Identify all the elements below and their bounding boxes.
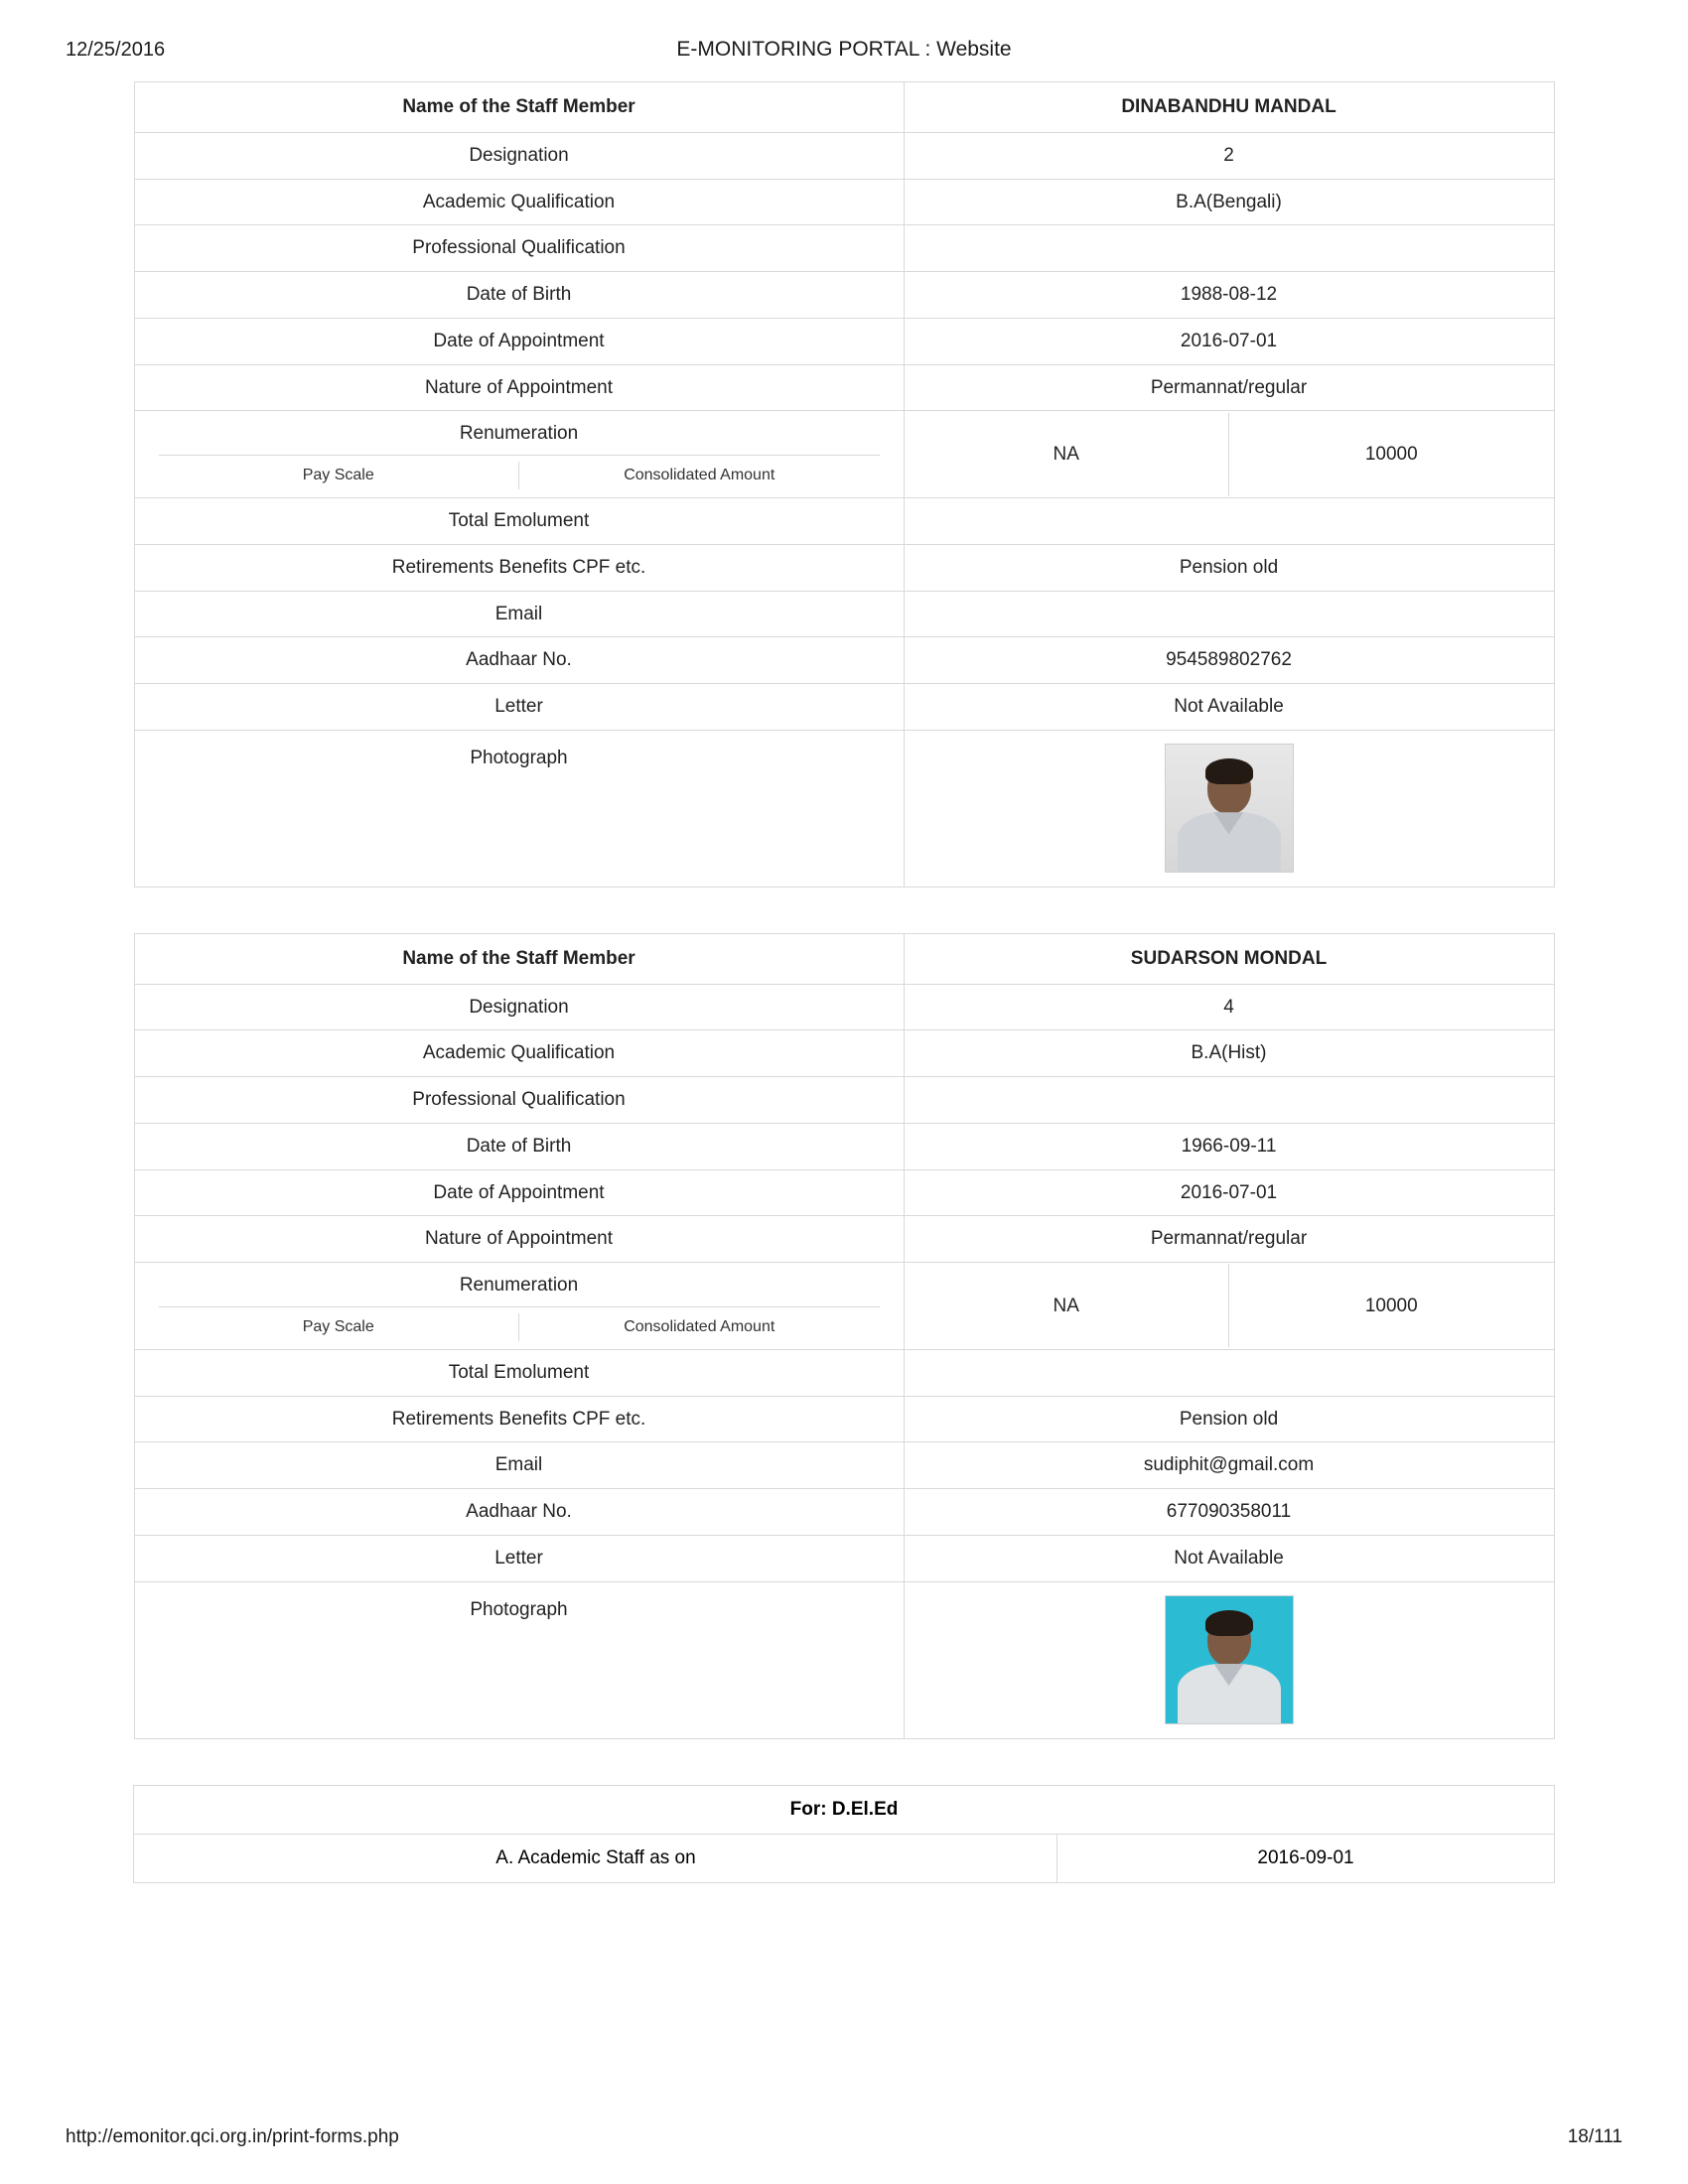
- renumeration-label-cell: [134, 411, 904, 498]
- date-of-birth-label: Date of Birth: [134, 272, 904, 319]
- designation-value: 2: [904, 132, 1554, 179]
- designation-value: 4: [904, 984, 1554, 1030]
- table-row: [134, 1489, 1554, 1536]
- renumeration-row: [134, 1263, 1554, 1350]
- renumeration-label: Renumeration: [159, 1263, 880, 1307]
- professional-qualification-label: Professional Qualification: [134, 1077, 904, 1124]
- letter-label: Letter: [134, 1535, 904, 1581]
- aadhaar-value: 677090358011: [904, 1489, 1554, 1536]
- retirement-benefits-value: Pension old: [904, 1396, 1554, 1442]
- table-row: [134, 272, 1554, 319]
- renumeration-value-cell: [904, 1263, 1554, 1350]
- consolidated-amount-label: Consolidated Amount: [518, 1313, 880, 1341]
- staff-name-value: SUDARSON MONDAL: [904, 933, 1554, 984]
- table-row: [134, 1834, 1554, 1882]
- header-date: 12/25/2016: [66, 39, 166, 61]
- pay-scale-value: NA: [1053, 443, 1079, 465]
- staff-photo: [1165, 1595, 1294, 1724]
- total-emolument-value: [904, 1349, 1554, 1396]
- photograph-label: Photograph: [134, 1581, 904, 1738]
- table-row: [134, 1785, 1554, 1834]
- letter-label: Letter: [134, 684, 904, 731]
- professional-qualification-value: [904, 1077, 1554, 1124]
- email-value: sudiphit@gmail.com: [904, 1442, 1554, 1489]
- renumeration-label: Renumeration: [159, 411, 880, 456]
- aadhaar-label: Aadhaar No.: [134, 637, 904, 684]
- academic-qualification-value: B.A(Hist): [904, 1030, 1554, 1077]
- footer-url: http://emonitor.qci.org.in/print-forms.php: [66, 2126, 399, 2147]
- letter-value: Not Available: [904, 1535, 1554, 1581]
- table-row: [134, 933, 1554, 984]
- renumeration-label-cell: [134, 1263, 904, 1350]
- retirement-benefits-label: Retirements Benefits CPF etc.: [134, 544, 904, 591]
- email-label: Email: [134, 1442, 904, 1489]
- academic-qualification-value: B.A(Bengali): [904, 179, 1554, 225]
- academic-staff-label: A. Academic Staff as on: [134, 1834, 1057, 1882]
- table-row: [134, 637, 1554, 684]
- retirement-benefits-label: Retirements Benefits CPF etc.: [134, 1396, 904, 1442]
- photograph-row: [134, 730, 1554, 887]
- table-row: [134, 179, 1554, 225]
- aadhaar-value: 954589802762: [904, 637, 1554, 684]
- date-of-appointment-value: 2016-07-01: [904, 1169, 1554, 1216]
- table-row: [134, 1216, 1554, 1263]
- email-label: Email: [134, 591, 904, 637]
- nature-of-appointment-label: Nature of Appointment: [134, 1216, 904, 1263]
- nature-of-appointment-value: Permannat/regular: [904, 1216, 1554, 1263]
- photograph-row: [134, 1581, 1554, 1738]
- table-row: [134, 591, 1554, 637]
- table-row: [134, 1349, 1554, 1396]
- designation-label: Designation: [134, 132, 904, 179]
- professional-qualification-value: [904, 225, 1554, 272]
- nature-of-appointment-label: Nature of Appointment: [134, 364, 904, 411]
- academic-qualification-label: Academic Qualification: [134, 179, 904, 225]
- footer-page-number: 18/111: [1567, 2126, 1622, 2147]
- page-header: [66, 38, 1622, 68]
- renumeration-value-cell: [904, 411, 1554, 498]
- page-footer: [66, 2126, 1622, 2148]
- date-of-birth-value: 1966-09-11: [904, 1123, 1554, 1169]
- total-emolument-label: Total Emolument: [134, 1349, 904, 1396]
- academic-qualification-label: Academic Qualification: [134, 1030, 904, 1077]
- consolidated-amount-value: 10000: [1228, 413, 1554, 496]
- pay-scale-value: NA: [1053, 1295, 1079, 1316]
- renumeration-row: [134, 411, 1554, 498]
- staff-name-label: Name of the Staff Member: [134, 82, 904, 133]
- staff-table-1: [134, 81, 1555, 887]
- photograph-label: Photograph: [134, 730, 904, 887]
- photograph-cell: [904, 730, 1554, 887]
- table-row: [134, 1169, 1554, 1216]
- photograph-cell: [904, 1581, 1554, 1738]
- date-of-birth-value: 1988-08-12: [904, 272, 1554, 319]
- table-row: [134, 1442, 1554, 1489]
- aadhaar-label: Aadhaar No.: [134, 1489, 904, 1536]
- table-row: [134, 1077, 1554, 1124]
- staff-name-label: Name of the Staff Member: [134, 933, 904, 984]
- professional-qualification-label: Professional Qualification: [134, 225, 904, 272]
- consolidated-amount-value: 10000: [1228, 1264, 1554, 1347]
- email-value: [904, 591, 1554, 637]
- table-row: [134, 132, 1554, 179]
- table-row: [134, 318, 1554, 364]
- academic-staff-date: 2016-09-01: [1057, 1834, 1554, 1882]
- summary-table: [133, 1785, 1554, 1883]
- staff-photo: [1165, 744, 1294, 873]
- table-row: [134, 225, 1554, 272]
- header-title: E-MONITORING PORTAL : Website: [676, 38, 1012, 61]
- table-row: [134, 498, 1554, 545]
- pay-scale-label: Pay Scale: [302, 467, 374, 483]
- pay-scale-label: Pay Scale: [302, 1317, 374, 1335]
- staff-table-2: [134, 933, 1555, 1739]
- summary-heading: For: D.El.Ed: [134, 1785, 1554, 1834]
- table-row: [134, 1535, 1554, 1581]
- letter-value: Not Available: [904, 684, 1554, 731]
- table-row: [134, 544, 1554, 591]
- staff-name-value: DINABANDHU MANDAL: [904, 82, 1554, 133]
- date-of-birth-label: Date of Birth: [134, 1123, 904, 1169]
- date-of-appointment-label: Date of Appointment: [134, 318, 904, 364]
- designation-label: Designation: [134, 984, 904, 1030]
- total-emolument-label: Total Emolument: [134, 498, 904, 545]
- table-row: [134, 1396, 1554, 1442]
- renumeration-sublabels: [159, 1307, 880, 1349]
- table-row: [134, 1030, 1554, 1077]
- table-row: [134, 82, 1554, 133]
- table-row: [134, 1123, 1554, 1169]
- total-emolument-value: [904, 498, 1554, 545]
- table-row: [134, 364, 1554, 411]
- consolidated-amount-label: Consolidated Amount: [518, 462, 880, 489]
- table-row: [134, 684, 1554, 731]
- nature-of-appointment-value: Permannat/regular: [904, 364, 1554, 411]
- retirement-benefits-value: Pension old: [904, 544, 1554, 591]
- table-row: [134, 984, 1554, 1030]
- date-of-appointment-value: 2016-07-01: [904, 318, 1554, 364]
- renumeration-sublabels: [159, 456, 880, 497]
- date-of-appointment-label: Date of Appointment: [134, 1169, 904, 1216]
